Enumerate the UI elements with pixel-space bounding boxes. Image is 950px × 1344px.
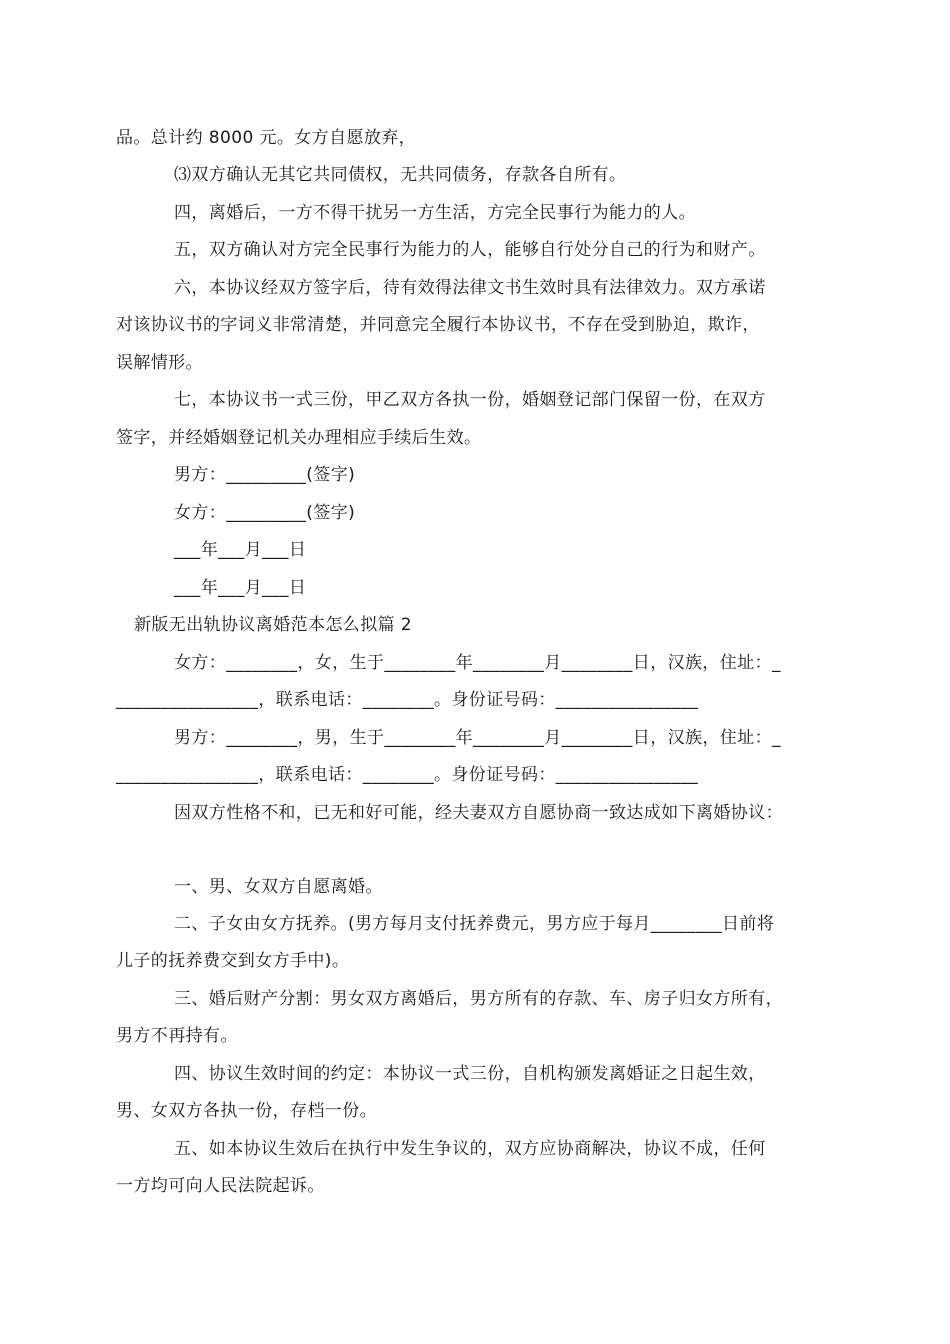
paragraph-line: 品。总计约 8000 元。女方自愿放弃， [116,128,417,148]
paragraph-line: 一方均可向人民法院起诉。 [116,1176,325,1196]
paragraph-line: 对该协议书的字词义非常清楚，并同意完全履行本协议书，不存在受到胁迫，欺诈， [116,315,760,335]
paragraph-line: ________________，联系电话：________。身份证号码：________________ [116,765,699,785]
paragraph-line: 五，双方确认对方完全民事行为能力的人，能够自行处分自己的行为和财产。 [174,240,766,260]
paragraph-line: ________________，联系电话：________。身份证号码：________________ [116,690,699,710]
signature-line-female: 女方：_________(签字) [174,503,356,523]
paragraph-line: 三、婚后财产分割：男女双方离婚后，男方所有的存款、车、房子归女方所有， [174,989,783,1009]
date-line: ___年___月___日 [174,578,307,598]
paragraph-line: 男方不再持有。 [116,1026,238,1046]
paragraph-line: 男、女双方各执一份，存档一份。 [116,1101,377,1121]
paragraph-line: 儿子的抚养费交到女方手中)。 [116,951,350,971]
paragraph-line: 四，离婚后，一方不得干扰另一方生活，方完全民事行为能力的人。 [174,203,696,223]
paragraph-line: 四、协议生效时间的约定：本协议一式三份，自机构颁发离婚证之日起生效， [174,1064,766,1084]
paragraph-line: 二、子女由女方抚养。(男方每月支付抚养费元，男方应于每月________日前将 [174,914,775,934]
section-heading: 新版无出轨协议离婚范本怎么拟篇 2 [134,615,413,635]
paragraph-line: 五、如本协议生效后在执行中发生争议的，双方应协商解决，协议不成，任何 [174,1139,766,1159]
paragraph-line: 男方：________，男，生于________年________月________日，汉族，住址：_ [174,728,781,748]
date-line: ___年___月___日 [174,540,307,560]
signature-line-male: 男方：_________(签字) [174,465,356,485]
paragraph-line: 一、男、女双方自愿离婚。 [174,877,383,897]
paragraph-line: 签字，并经婚姻登记机关办理相应手续后生效。 [116,428,482,448]
paragraph-line: 六，本协议经双方签字后，待有效得法律文书生效时具有法律效力。双方承诺 [174,278,766,298]
paragraph-line: 因双方性格不和，已无和好可能，经夫妻双方自愿协商一致达成如下离婚协议： [174,803,783,823]
paragraph-line: 七，本协议书一式三份，甲乙双方各执一份，婚姻登记部门保留一份，在双方 [174,390,766,410]
paragraph-line: ⑶双方确认无其它共同债权，无共同债务，存款各自所有。 [174,165,627,185]
paragraph-line: 女方：________，女，生于________年________月________日，汉族，住址：_ [174,653,781,673]
paragraph-line: 误解情形。 [116,353,203,373]
